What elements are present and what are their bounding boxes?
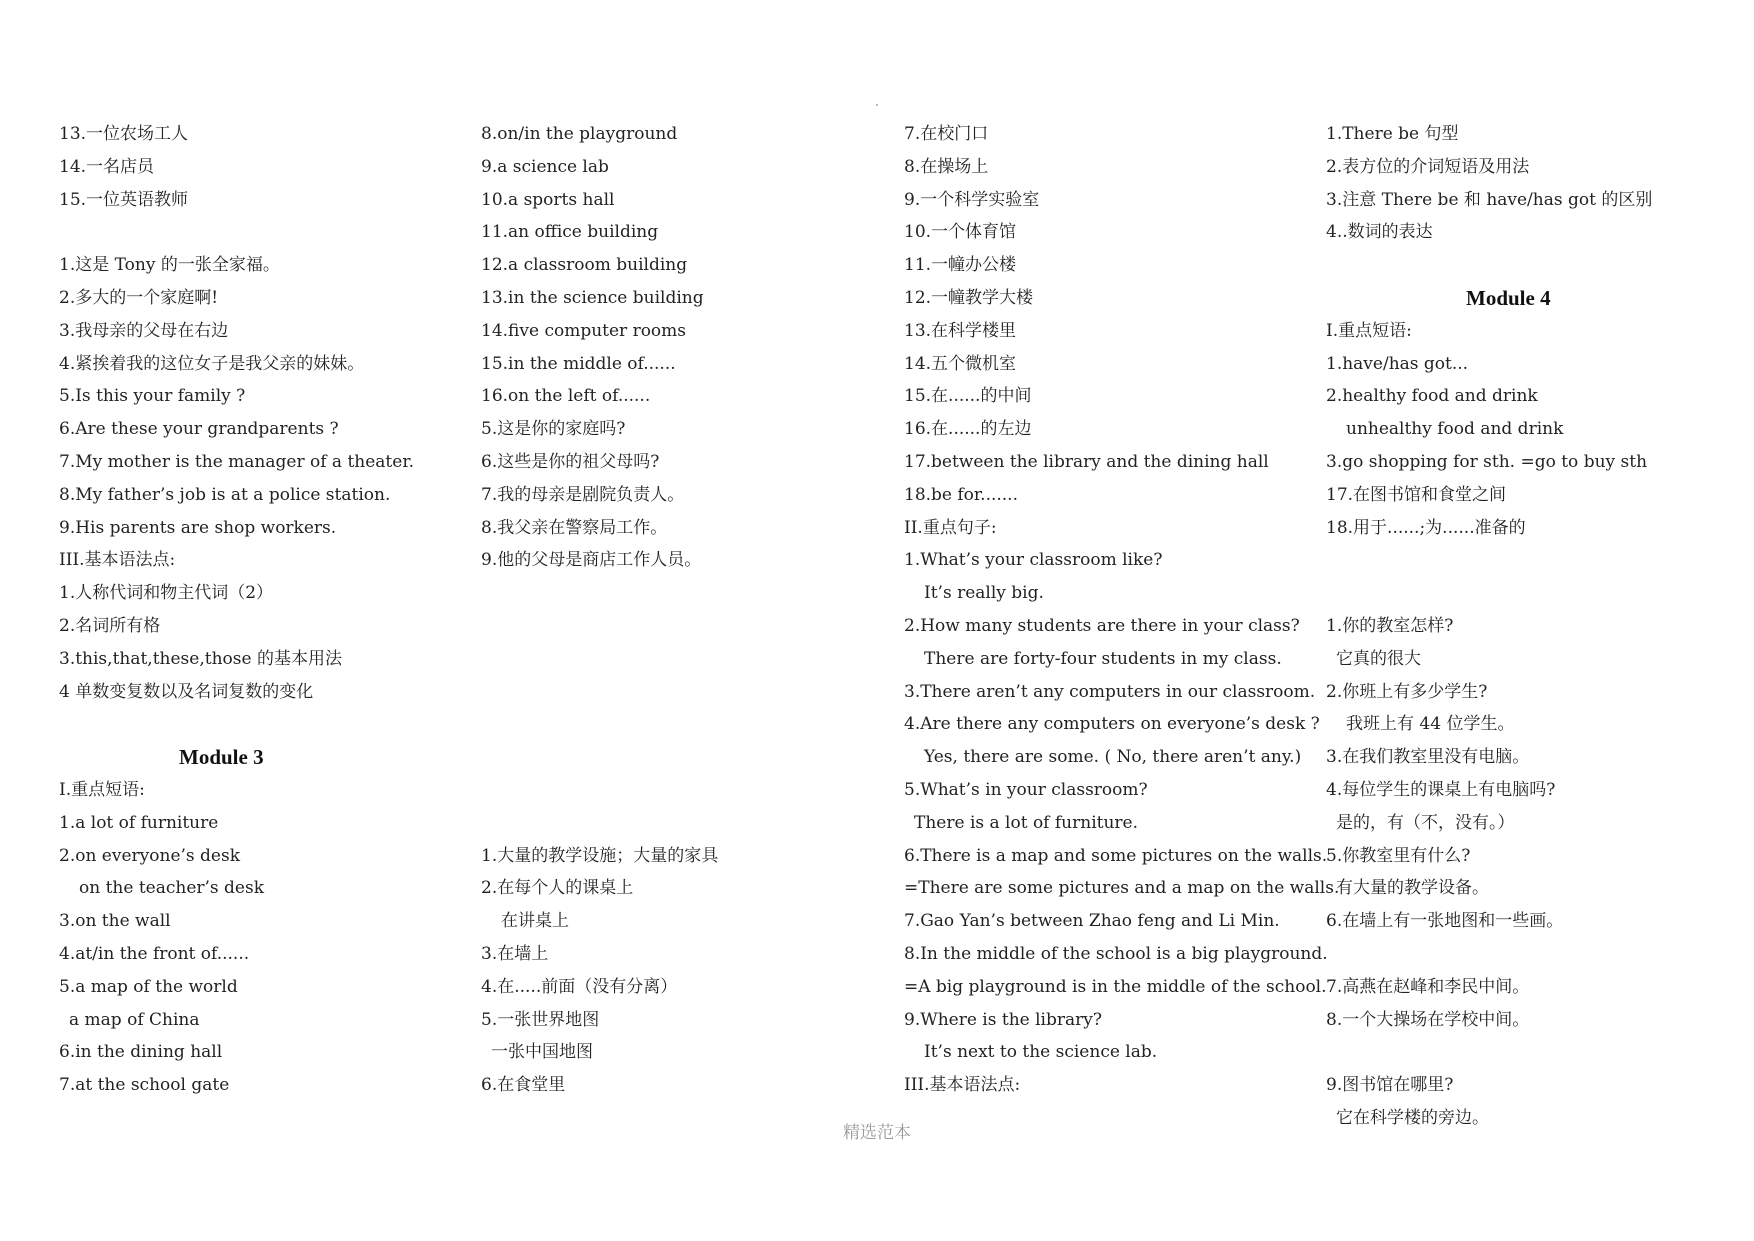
- text-line: 5.Is this your family ?: [59, 386, 246, 407]
- text-line: 5.What’s in your classroom?: [904, 779, 1148, 800]
- blank-line: [1326, 938, 1736, 971]
- blank-line: [481, 577, 881, 610]
- text-line: 1.你的教室怎样?: [1326, 615, 1454, 636]
- text-line: I.重点短语:: [1326, 320, 1412, 341]
- text-line: 9.图书馆在哪里?: [1326, 1075, 1454, 1096]
- text-line: 14.五个微机室: [904, 353, 1017, 374]
- text-line: 1.have/has got...: [1326, 353, 1469, 374]
- text-line: 7.在校门口: [904, 124, 989, 144]
- column-3: [904, 118, 1340, 1102]
- text-line: 7.My mother is the manager of a theater.: [59, 451, 414, 472]
- text-line: on the teacher’s desk: [79, 878, 265, 899]
- text-line: 17.在图书馆和食堂之间: [1326, 484, 1507, 505]
- text-line: 11.一幢办公楼: [904, 255, 1017, 276]
- text-line: 3.在我们教室里没有电脑。: [1326, 747, 1530, 768]
- blank-line: [1326, 577, 1736, 610]
- blank-line: [1326, 544, 1736, 577]
- text-line: unhealthy food and drink: [1346, 419, 1564, 440]
- text-line: 3.在墙上: [481, 943, 549, 964]
- text-line: 8.一个大操场在学校中间。: [1326, 1009, 1530, 1030]
- blank-line: [481, 807, 881, 840]
- blank-line: [59, 708, 459, 741]
- text-line: =A big playground is in the middle of the school.: [904, 976, 1327, 997]
- text-line: 9.a science lab: [481, 156, 609, 177]
- text-line: 8.在操场上: [904, 156, 989, 177]
- text-line: 8.我父亲在警察局工作。: [481, 517, 668, 538]
- text-line: 它真的很大: [1336, 648, 1421, 669]
- blank-line: [481, 643, 881, 676]
- page-footer: 精选范本: [843, 1123, 911, 1143]
- text-line: 8.In the middle of the school is a big playground.: [904, 943, 1328, 964]
- text-line: 2.在每个人的课桌上: [481, 878, 634, 899]
- text-line: 1.a lot of furniture: [59, 812, 219, 833]
- text-line: 10.a sports hall: [481, 189, 615, 210]
- text-line: 3.go shopping for sth. =go to buy sth: [1326, 451, 1648, 472]
- blank-line: [1326, 249, 1736, 282]
- text-line: 18.be for.......: [904, 484, 1018, 505]
- text-line: 1.What’s your classroom like?: [904, 550, 1163, 571]
- text-line: 4..数词的表达: [1326, 222, 1433, 243]
- text-line: II.重点句子:: [904, 517, 997, 538]
- text-line: 15.一位英语教师: [59, 189, 189, 210]
- blank-line: [481, 774, 881, 807]
- text-line: 它在科学楼的旁边。: [1336, 1107, 1489, 1128]
- text-line: It’s next to the science lab.: [924, 1042, 1158, 1063]
- text-line: 9.一个科学实验室: [904, 189, 1040, 210]
- text-line: 13.in the science building: [481, 287, 704, 308]
- text-line: 在讲桌上: [501, 911, 569, 932]
- text-line: 3.我母亲的父母在右边: [59, 320, 229, 341]
- text-line: 12.一幢教学大楼: [904, 287, 1034, 308]
- text-line: I.重点短语:: [59, 779, 145, 800]
- text-line: 5.你教室里有什么?: [1326, 845, 1471, 866]
- blank-line: [481, 708, 881, 741]
- column-4: [1326, 118, 1736, 1135]
- text-line: 2.How many students are there in your class?: [904, 615, 1300, 636]
- text-line: 9.他的父母是商店工作人员。: [481, 550, 702, 571]
- text-line: There are forty-four students in my class.: [924, 648, 1282, 669]
- text-line: 17.between the library and the dining hall: [904, 451, 1269, 472]
- text-line: 一张中国地图: [491, 1042, 593, 1063]
- text-line: 9.His parents are shop workers.: [59, 517, 337, 538]
- text-line: 18.用于......;为......准备的: [1326, 517, 1526, 538]
- text-line: III.基本语法点:: [904, 1075, 1021, 1096]
- text-line: 是的，有（不，没有。）: [1336, 812, 1515, 833]
- text-line: Yes, there are some. ( No, there aren’t any.): [924, 747, 1302, 768]
- section-heading: Module 4: [1466, 285, 1551, 310]
- text-line: III.基本语法点:: [59, 550, 176, 571]
- text-line: 15.在......的中间: [904, 386, 1032, 407]
- text-line: 7.我的母亲是剧院负责人。: [481, 484, 685, 505]
- blank-line: [481, 741, 881, 774]
- text-line: 2.healthy food and drink: [1326, 386, 1538, 407]
- section-heading: Module 3: [179, 745, 264, 770]
- text-line: 15.in the middle of......: [481, 353, 676, 374]
- text-line: 5.a map of the world: [59, 976, 238, 997]
- text-line: 有大量的教学设备。: [1336, 878, 1489, 899]
- text-line: 4.每位学生的课桌上有电脑吗?: [1326, 779, 1556, 800]
- text-line: 3.There aren’t any computers in our classroom.: [904, 681, 1316, 702]
- text-line: 2.多大的一个家庭啊!: [59, 287, 219, 308]
- text-line: 6.在墙上有一张地图和一些画。: [1326, 911, 1564, 932]
- text-line: 1.人称代词和物主代词（2）: [59, 583, 274, 604]
- text-line: 12.a classroom building: [481, 255, 688, 276]
- blank-line: [481, 676, 881, 709]
- text-line: 4 单数变复数以及名词复数的变化: [59, 681, 314, 702]
- text-line: a map of China: [69, 1009, 200, 1030]
- text-line: It’s really big.: [924, 583, 1044, 604]
- text-line: 13.在科学楼里: [904, 320, 1017, 341]
- text-line: 我班上有 44 位学生。: [1346, 714, 1515, 735]
- text-line: 7.at the school gate: [59, 1075, 230, 1096]
- text-line: 6.in the dining hall: [59, 1042, 223, 1063]
- text-line: 6.Are these your grandparents ?: [59, 419, 339, 440]
- text-line: 1.这是 Tony 的一张全家福。: [59, 255, 280, 276]
- text-line: 7.Gao Yan’s between Zhao feng and Li Min.: [904, 911, 1280, 932]
- blank-line: [481, 610, 881, 643]
- text-line: 16.on the left of......: [481, 386, 651, 407]
- text-line: 5.这是你的家庭吗?: [481, 419, 626, 440]
- text-line: 16.在......的左边: [904, 419, 1032, 440]
- text-line: 2.表方位的介词短语及用法: [1326, 156, 1530, 177]
- text-line: 1.There be 句型: [1326, 124, 1459, 144]
- text-line: 2.on everyone’s desk: [59, 845, 241, 866]
- text-line: 4.Are there any computers on everyone’s desk ?: [904, 714, 1320, 735]
- text-line: There is a lot of furniture.: [914, 812, 1139, 833]
- text-line: 7.高燕在赵峰和李民中间。: [1326, 976, 1530, 997]
- text-line: 5.一张世界地图: [481, 1009, 600, 1030]
- text-line: 3.this,that,these,those 的基本用法: [59, 648, 342, 669]
- text-line: 2.你班上有多少学生?: [1326, 681, 1488, 702]
- text-line: 13.一位农场工人: [59, 124, 189, 144]
- text-line: =There are some pictures and a map on the walls.: [904, 878, 1340, 899]
- text-line: 1.大量的教学设施；大量的家具: [481, 845, 719, 866]
- text-line: 4.at/in the front of......: [59, 943, 250, 964]
- top-dot: [876, 104, 878, 106]
- blank-line: [59, 216, 459, 249]
- text-line: 6.在食堂里: [481, 1075, 566, 1096]
- text-line: 14.一名店员: [59, 156, 155, 177]
- text-line: 3.on the wall: [59, 911, 171, 932]
- text-line: 4.紧挨着我的这位女子是我父亲的妹妹。: [59, 353, 365, 374]
- text-line: 11.an office building: [481, 222, 659, 243]
- text-line: 8.on/in the playground: [481, 124, 678, 144]
- text-line: 6.这些是你的祖父母吗?: [481, 451, 660, 472]
- column-2: [481, 118, 881, 1102]
- text-line: 4.在.....前面（没有分离）: [481, 976, 678, 997]
- text-line: 3.注意 There be 和 have/has got 的区别: [1326, 189, 1653, 210]
- text-line: 14.five computer rooms: [481, 320, 687, 341]
- text-line: 8.My father’s job is at a police station.: [59, 484, 391, 505]
- text-line: 10.一个体育馆: [904, 222, 1017, 243]
- column-1: [59, 118, 459, 1102]
- blank-line: [1326, 1036, 1736, 1069]
- text-line: 6.There is a map and some pictures on the walls.: [904, 845, 1328, 866]
- text-line: 9.Where is the library?: [904, 1009, 1102, 1030]
- text-line: 2.名词所有格: [59, 615, 161, 636]
